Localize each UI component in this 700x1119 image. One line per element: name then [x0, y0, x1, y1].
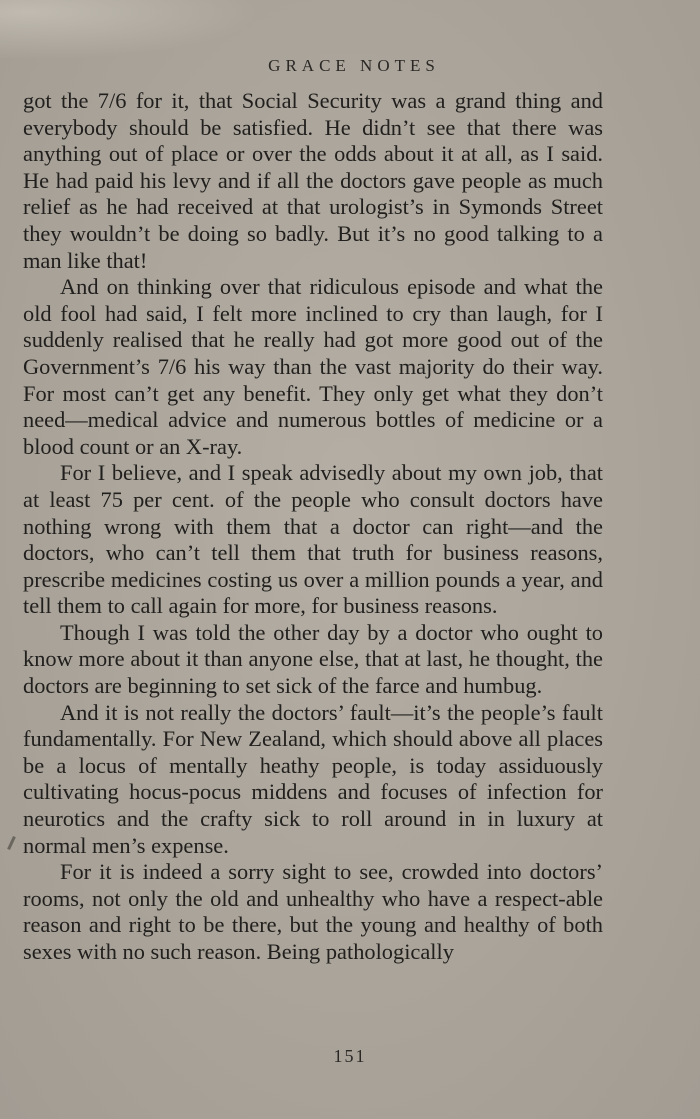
- paragraph-3: For I believe, and I speak advisedly about my own job, that at least 75 per cent. of the people who consult doctors have nothing wrong with them that a doctor can right—and the doctors, who can’t tell them that truth for business reasons, prescribe medicines costing us over a million pounds a year, and tell them to call again for more, for business reasons.: [23, 460, 603, 619]
- running-head: GRACE NOTES: [268, 56, 440, 75]
- body-text: [23, 88, 603, 966]
- paragraph-6: For it is indeed a sorry sight to see, crowded into doctors’ rooms, not only the old and unhealthy who have a respect-able reason and right to be there, but the young and healthy of both sexes with no such reason. Being pathologically: [23, 859, 603, 964]
- paper-stain: [0, 0, 260, 60]
- pencil-mark: [7, 836, 16, 850]
- paragraph-2: And on thinking over that ridiculous episode and what the old fool had said, I felt more inclined to cry than laugh, for I suddenly realised that he really had got more good out of the Government’s 7/6 his way than the vast majority do their way. For most can’t get any benefit. They only get what they don’t need—medical advice and numerous bottles of medicine or a blood count or an X-ray.: [23, 274, 603, 459]
- page-number: 151: [333, 1046, 367, 1066]
- paragraph-5: And it is not really the doctors’ fault—it’s the people’s fault fundamentally. For New Zealand, which should above all places be a locus of mentally heathy people, is today assiduously cultivating hocus-pocus middens and focuses of infection for neurotics and the crafty sick to roll around in in luxury at normal men’s expense.: [23, 699, 603, 858]
- paragraph-1: got the 7/6 for it, that Social Security was a grand thing and everybody should be satisfied. He didn’t see that there was anything out of place or over the odds about it at all, as I said. He had paid his levy and if all the doctors gave people as much relief as he had received at that urologist’s in Symonds Street they wouldn’t be doing so badly. But it’s no good talking to a man like that!: [23, 88, 603, 273]
- paragraph-4: Though I was told the other day by a doctor who ought to know more about it than anyone else, that at last, he thought, the doctors are beginning to set sick of the farce and humbug.: [23, 619, 603, 699]
